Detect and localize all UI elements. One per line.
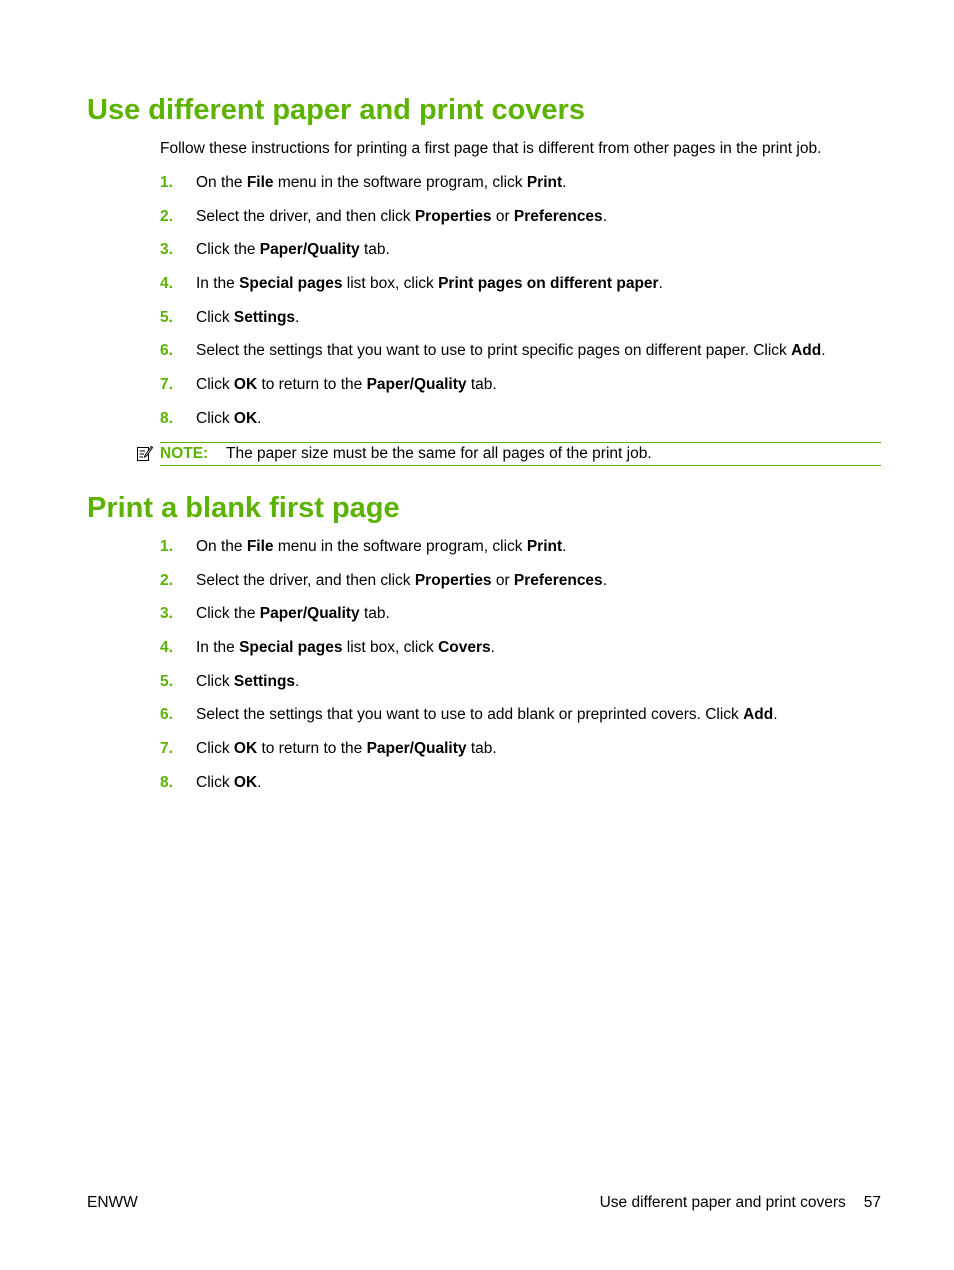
page-number: 57 xyxy=(863,1194,881,1211)
step-ui-term: Paper/Quality xyxy=(259,605,360,623)
list-item xyxy=(160,537,880,571)
note-pencil-icon xyxy=(136,445,153,462)
step-text-segment: menu in the software program, click xyxy=(273,538,527,555)
step-text-segment: Select the driver, and then click xyxy=(196,571,415,589)
note-box xyxy=(136,442,881,465)
step-text-segment: On the xyxy=(196,174,247,191)
step-text-segment: In the xyxy=(196,275,240,293)
list-item xyxy=(160,773,880,807)
step-ui-term: Print xyxy=(526,538,563,555)
list-item xyxy=(160,739,880,773)
step-text-segment: . xyxy=(257,409,262,427)
step-text-segment: . xyxy=(658,275,663,293)
step-text-segment: Select the driver, and then click xyxy=(196,207,415,225)
step-ui-term: Paper/Quality xyxy=(366,740,467,758)
step-text xyxy=(196,638,495,658)
step-ui-term: Settings xyxy=(233,672,296,690)
step-ui-term: Print pages on different paper xyxy=(438,275,659,293)
step-text-segment: list box, click xyxy=(342,275,439,293)
step-text-segment: . xyxy=(490,639,495,657)
step-number: 6. xyxy=(160,342,173,360)
list-item xyxy=(160,604,880,638)
step-number: 4. xyxy=(160,639,173,657)
step-text-segment: to return to the xyxy=(257,740,367,758)
step-text-segment: . xyxy=(562,538,567,555)
step-number: 6. xyxy=(160,706,173,724)
step-number: 2. xyxy=(160,207,173,225)
step-text xyxy=(196,308,299,328)
note-rule-bottom xyxy=(160,465,881,466)
step-text-segment: . xyxy=(295,308,300,326)
list-item xyxy=(160,409,880,443)
step-text-segment: . xyxy=(821,342,826,360)
step-ui-term: OK xyxy=(233,740,258,758)
step-text-segment: Select the settings that you want to use to print specific pages on different paper. Click xyxy=(196,342,792,360)
step-number: 5. xyxy=(160,308,173,326)
footer-right xyxy=(600,1193,881,1213)
step-ui-term: Preferences xyxy=(513,207,603,225)
list-item xyxy=(160,672,880,706)
step-text-segment: list box, click xyxy=(342,639,439,657)
step-ui-term: OK xyxy=(233,376,258,394)
list-item xyxy=(160,705,880,739)
list-item xyxy=(160,173,880,207)
step-text xyxy=(196,274,663,294)
step-text xyxy=(196,672,299,692)
step-ui-term: OK xyxy=(233,409,258,427)
step-text-segment: Click the xyxy=(196,605,260,623)
list-item xyxy=(160,638,880,672)
step-text-segment: tab. xyxy=(466,740,497,758)
step-text-segment: tab. xyxy=(359,241,390,259)
steps-list-different-paper xyxy=(160,173,880,443)
step-number: 5. xyxy=(160,672,173,690)
step-text-segment: On the xyxy=(196,538,247,555)
footer-title: Use different paper and print covers xyxy=(599,1194,846,1211)
list-item xyxy=(160,274,880,308)
step-text xyxy=(196,173,566,193)
step-number: 1. xyxy=(160,174,173,191)
step-text-segment: Click xyxy=(196,672,234,690)
step-ui-term: File xyxy=(246,538,274,555)
step-text xyxy=(196,409,261,429)
step-text xyxy=(196,240,390,260)
step-text-segment: to return to the xyxy=(257,376,367,394)
step-text-segment: Click xyxy=(196,308,234,326)
step-text xyxy=(196,207,607,227)
step-number: 3. xyxy=(160,241,173,259)
list-item xyxy=(160,308,880,342)
step-ui-term: Settings xyxy=(233,308,296,326)
step-number: 7. xyxy=(160,740,173,758)
steps-list-blank-first-page xyxy=(160,537,880,807)
step-text-segment: Click xyxy=(196,409,234,427)
step-ui-term: Properties xyxy=(414,207,492,225)
list-item xyxy=(160,207,880,241)
step-text-segment: . xyxy=(562,174,567,191)
step-text-segment: . xyxy=(602,207,607,225)
step-ui-term: Properties xyxy=(414,571,492,589)
step-ui-term: Special pages xyxy=(239,275,343,293)
step-text-segment: tab. xyxy=(466,376,497,394)
step-text-segment: . xyxy=(295,672,300,690)
step-number: 7. xyxy=(160,376,173,394)
step-ui-term: Add xyxy=(743,706,774,724)
step-text xyxy=(196,773,261,793)
step-text-segment: Click the xyxy=(196,241,260,259)
step-text-segment: . xyxy=(773,706,778,724)
note-text: The paper size must be the same for all pages of the print job. xyxy=(226,445,652,462)
step-text xyxy=(196,537,566,557)
step-text-segment: Click xyxy=(196,773,234,791)
step-text-segment: . xyxy=(602,571,607,589)
step-text xyxy=(196,375,497,395)
section-title-blank-first-page: Print a blank first page xyxy=(87,492,400,524)
note-rule-top xyxy=(160,442,881,443)
list-item xyxy=(160,571,880,605)
step-text xyxy=(196,604,390,624)
step-text-segment: In the xyxy=(196,639,240,657)
step-text xyxy=(196,739,497,759)
step-text-segment: Click xyxy=(196,376,234,394)
step-ui-term: Print xyxy=(526,174,563,191)
step-text-segment: or xyxy=(491,571,514,589)
step-ui-term: File xyxy=(246,174,274,191)
step-ui-term: OK xyxy=(233,773,258,791)
step-text-segment: . xyxy=(257,773,262,791)
step-text-segment: Click xyxy=(196,740,234,758)
step-number: 3. xyxy=(160,605,173,623)
footer-left: ENWW xyxy=(87,1194,138,1211)
section-intro: Follow these instructions for printing a first page that is different from other pages in the print job. xyxy=(160,140,822,157)
step-text-segment: tab. xyxy=(359,605,390,623)
step-text-segment: or xyxy=(491,207,514,225)
note-label: NOTE: xyxy=(160,445,209,462)
step-ui-term: Paper/Quality xyxy=(366,376,467,394)
step-ui-term: Paper/Quality xyxy=(259,241,360,259)
step-text-segment: Select the settings that you want to use to add blank or preprinted covers. Click xyxy=(196,706,744,724)
step-text xyxy=(196,341,826,361)
step-number: 2. xyxy=(160,571,173,589)
step-ui-term: Add xyxy=(791,342,822,360)
list-item xyxy=(160,341,880,375)
step-ui-term: Preferences xyxy=(513,571,603,589)
section-title-different-paper: Use different paper and print covers xyxy=(87,94,585,126)
step-number: 8. xyxy=(160,773,173,791)
step-ui-term: Special pages xyxy=(239,639,343,657)
step-text-segment: menu in the software program, click xyxy=(273,174,527,191)
list-item xyxy=(160,240,880,274)
list-item xyxy=(160,375,880,409)
step-text xyxy=(196,705,778,725)
step-text xyxy=(196,571,607,591)
step-ui-term: Covers xyxy=(438,639,491,657)
step-number: 8. xyxy=(160,409,173,427)
step-number: 1. xyxy=(160,538,173,555)
step-number: 4. xyxy=(160,275,173,293)
